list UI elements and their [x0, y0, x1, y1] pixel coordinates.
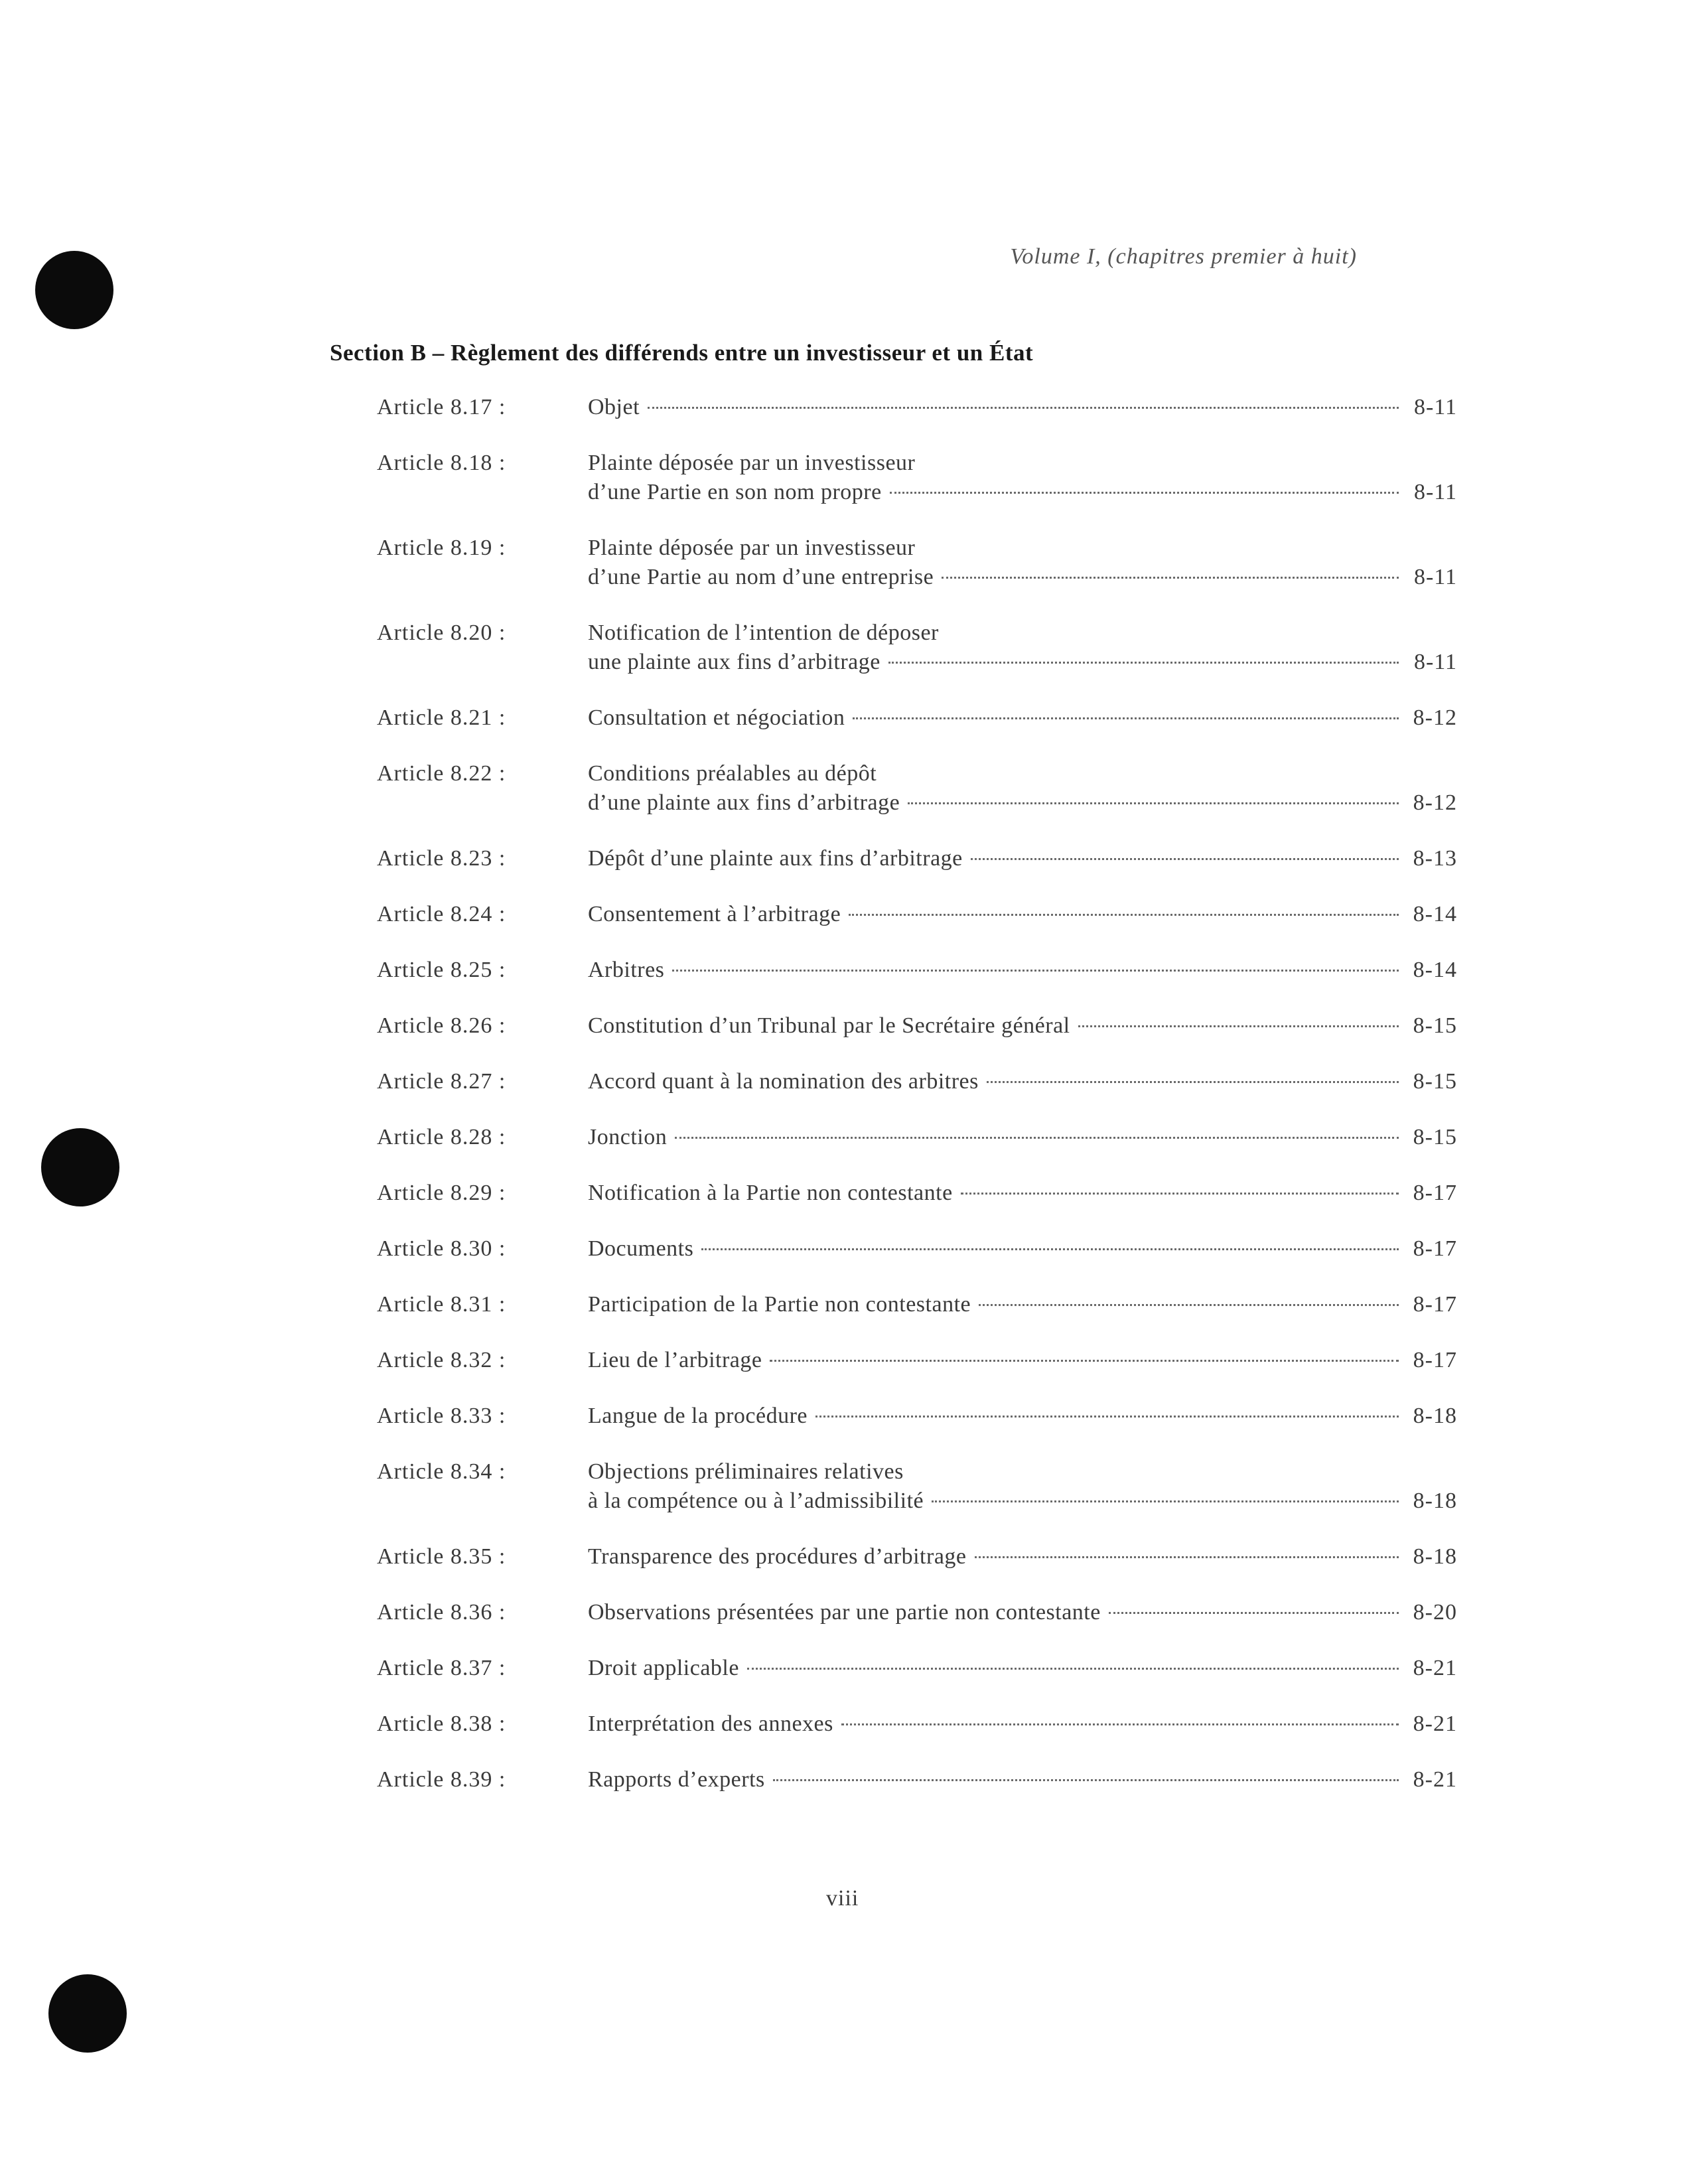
article-title-last-line: [588, 563, 1457, 592]
section-title: Section B – Règlement des différends entre un investisseur et un État: [330, 340, 1034, 366]
article-title-text: d’une plainte aux fins d’arbitrage: [588, 790, 900, 815]
article-number: Article 8.24 :: [377, 902, 506, 926]
article-title-block: [588, 1346, 1457, 1375]
dot-leader: [672, 970, 1399, 972]
article-title-block: [588, 619, 1457, 677]
punch-hole-middle: [41, 1128, 119, 1206]
page-reference: 8-17: [1413, 1348, 1457, 1372]
article-title-block: [588, 1123, 1457, 1152]
toc-entry[interactable]: [377, 759, 1457, 818]
article-title-block: [588, 759, 1457, 818]
article-title-block: [588, 1542, 1457, 1571]
article-title-last-line: [588, 788, 1457, 818]
toc-entry[interactable]: [377, 1457, 1457, 1516]
article-number: Article 8.20 :: [377, 620, 506, 645]
page-reference: 8-12: [1413, 705, 1457, 730]
article-title-block: [588, 1179, 1457, 1208]
article-title-last-line: [588, 956, 1457, 985]
article-title-line1: Plainte déposée par un investisseur: [588, 451, 916, 475]
article-title-block: [588, 1067, 1457, 1096]
article-title-last-line: [588, 1179, 1457, 1208]
dot-leader: [849, 914, 1399, 916]
page-reference: 8-11: [1413, 565, 1457, 589]
article-number: Article 8.25 :: [377, 958, 506, 982]
toc-entry[interactable]: [377, 1598, 1457, 1627]
article-title-line1: Objections préliminaires relatives: [588, 1459, 904, 1484]
article-title-text: Transparence des procédures d’arbitrage: [588, 1544, 967, 1569]
toc-entry[interactable]: [377, 449, 1457, 507]
article-title-text: Jonction: [588, 1125, 668, 1149]
article-title-text: d’une Partie au nom d’une entreprise: [588, 565, 934, 589]
article-title-text: à la compétence ou à l’admissibilité: [588, 1489, 924, 1513]
page-reference: 8-21: [1413, 1711, 1457, 1736]
article-title-text: Objet: [588, 395, 640, 419]
article-number: Article 8.32 :: [377, 1348, 506, 1372]
toc-entry[interactable]: [377, 1011, 1457, 1041]
toc-entry[interactable]: [377, 1402, 1457, 1431]
page-reference: 8-17: [1413, 1181, 1457, 1205]
article-title-last-line: [588, 1487, 1457, 1516]
article-number: Article 8.38 :: [377, 1711, 506, 1736]
page-reference: 8-21: [1413, 1767, 1457, 1792]
toc-entry[interactable]: [377, 703, 1457, 733]
page-reference: 8-12: [1413, 790, 1457, 815]
toc-entry[interactable]: [377, 1765, 1457, 1794]
toc-entry[interactable]: [377, 1123, 1457, 1152]
dot-leader: [961, 1193, 1399, 1195]
article-title-last-line: [588, 1346, 1457, 1375]
article-number: Article 8.31 :: [377, 1292, 506, 1317]
toc-entry[interactable]: [377, 900, 1457, 929]
page-reference: 8-18: [1413, 1404, 1457, 1428]
article-title-text: d’une Partie en son nom propre: [588, 480, 882, 504]
dot-leader: [701, 1248, 1399, 1250]
toc-entry[interactable]: [377, 1710, 1457, 1739]
toc-entry[interactable]: [377, 534, 1457, 592]
punch-hole-top: [35, 251, 113, 329]
toc-entry[interactable]: [377, 1290, 1457, 1319]
dot-leader: [932, 1500, 1399, 1502]
toc-entry[interactable]: [377, 1654, 1457, 1683]
article-title-last-line: [588, 1654, 1457, 1683]
dot-leader: [675, 1137, 1399, 1139]
article-title-text: Notification à la Partie non contestante: [588, 1181, 953, 1205]
article-number: Article 8.30 :: [377, 1236, 506, 1261]
page-reference: 8-13: [1413, 846, 1457, 871]
article-title-text: Consultation et négociation: [588, 705, 845, 730]
page-reference: 8-18: [1413, 1544, 1457, 1569]
article-title-text: Consentement à l’arbitrage: [588, 902, 841, 926]
page-reference: 8-15: [1413, 1013, 1457, 1038]
article-title-block: [588, 1654, 1457, 1683]
article-title-line1: Plainte déposée par un investisseur: [588, 536, 916, 560]
article-title-last-line: [588, 478, 1457, 507]
article-title-text: Lieu de l’arbitrage: [588, 1348, 762, 1372]
dot-leader: [890, 492, 1399, 494]
dot-leader: [773, 1779, 1399, 1781]
article-number: Article 8.19 :: [377, 536, 506, 560]
page-reference: 8-15: [1413, 1069, 1457, 1094]
dot-leader: [853, 717, 1399, 719]
article-number: Article 8.34 :: [377, 1459, 506, 1484]
toc-entry[interactable]: [377, 1346, 1457, 1375]
page-reference: 8-14: [1413, 958, 1457, 982]
page-reference: 8-18: [1413, 1489, 1457, 1513]
article-title-text: Droit applicable: [588, 1656, 739, 1680]
article-title-text: une plainte aux fins d’arbitrage: [588, 650, 881, 674]
article-title-text: Participation de la Partie non contestante: [588, 1292, 971, 1317]
toc-entry[interactable]: [377, 1234, 1457, 1264]
article-title-last-line: [588, 1011, 1457, 1041]
article-title-last-line: [588, 1402, 1457, 1431]
dot-leader: [987, 1081, 1399, 1083]
dot-leader: [942, 577, 1399, 579]
article-title-block: [588, 1710, 1457, 1739]
article-number: Article 8.39 :: [377, 1767, 506, 1792]
dot-leader: [888, 662, 1399, 664]
article-title-block: [588, 1765, 1457, 1794]
article-title-block: [588, 449, 1457, 507]
article-title-last-line: [588, 1710, 1457, 1739]
dot-leader: [979, 1304, 1399, 1306]
article-title-line1: Conditions préalables au dépôt: [588, 761, 877, 786]
article-number: Article 8.21 :: [377, 705, 506, 730]
article-number: Article 8.28 :: [377, 1125, 506, 1149]
dot-leader: [1078, 1025, 1399, 1027]
page-reference: 8-11: [1413, 480, 1457, 504]
page-reference: 8-20: [1413, 1600, 1457, 1625]
dot-leader: [1109, 1612, 1399, 1614]
article-title-last-line: [588, 703, 1457, 733]
page-reference: 8-17: [1413, 1292, 1457, 1317]
article-title-block: [588, 1402, 1457, 1431]
page-reference: 8-11: [1413, 395, 1457, 419]
article-number: Article 8.33 :: [377, 1404, 506, 1428]
running-head: Volume I, (chapitres premier à huit): [1010, 244, 1357, 269]
page-reference: 8-14: [1413, 902, 1457, 926]
toc-entry[interactable]: [377, 1542, 1457, 1571]
page-number: viii: [826, 1886, 859, 1911]
toc-entry[interactable]: [377, 619, 1457, 677]
article-title-text: Documents: [588, 1236, 694, 1261]
dot-leader: [971, 858, 1399, 860]
toc-entry[interactable]: [377, 844, 1457, 873]
article-title-text: Rapports d’experts: [588, 1767, 765, 1792]
article-title-text: Dépôt d’une plainte aux fins d’arbitrage: [588, 846, 963, 871]
article-title-text: Langue de la procédure: [588, 1404, 808, 1428]
article-title-last-line: [588, 1542, 1457, 1571]
article-title-block: [588, 703, 1457, 733]
page-reference: 8-11: [1413, 650, 1457, 674]
article-title-last-line: [588, 1123, 1457, 1152]
article-title-last-line: [588, 1067, 1457, 1096]
dot-leader: [908, 802, 1399, 804]
dot-leader: [841, 1723, 1399, 1725]
article-title-text: Interprétation des annexes: [588, 1711, 833, 1736]
page-reference: 8-21: [1413, 1656, 1457, 1680]
article-title-last-line: [588, 1234, 1457, 1264]
article-title-text: Observations présentées par une partie non contestante: [588, 1600, 1101, 1625]
article-title-last-line: [588, 1765, 1457, 1794]
article-title-last-line: [588, 648, 1457, 677]
article-number: Article 8.18 :: [377, 451, 506, 475]
dot-leader: [815, 1416, 1399, 1418]
article-number: Article 8.29 :: [377, 1181, 506, 1205]
article-number: Article 8.22 :: [377, 761, 506, 786]
article-title-text: Arbitres: [588, 958, 665, 982]
article-title-block: [588, 534, 1457, 592]
article-title-block: [588, 1598, 1457, 1627]
article-number: Article 8.37 :: [377, 1656, 506, 1680]
article-title-block: [588, 1290, 1457, 1319]
article-title-last-line: [588, 844, 1457, 873]
dot-leader: [975, 1556, 1399, 1558]
article-title-block: [588, 956, 1457, 985]
article-title-text: Constitution d’un Tribunal par le Secrétaire général: [588, 1013, 1070, 1038]
article-number: Article 8.26 :: [377, 1013, 506, 1038]
page-reference: 8-15: [1413, 1125, 1457, 1149]
toc-entry[interactable]: [377, 1179, 1457, 1208]
table-of-contents: [377, 393, 1457, 1821]
article-number: Article 8.35 :: [377, 1544, 506, 1569]
article-title-block: [588, 393, 1457, 422]
article-title-line1: Notification de l’intention de déposer: [588, 620, 939, 645]
toc-entry[interactable]: [377, 956, 1457, 985]
article-title-last-line: [588, 900, 1457, 929]
dot-leader: [648, 407, 1399, 409]
toc-entry[interactable]: [377, 1067, 1457, 1096]
article-title-block: [588, 1011, 1457, 1041]
article-title-last-line: [588, 1290, 1457, 1319]
article-number: Article 8.17 :: [377, 395, 506, 419]
page-reference: 8-17: [1413, 1236, 1457, 1261]
article-title-block: [588, 1457, 1457, 1516]
article-title-last-line: [588, 1598, 1457, 1627]
punch-hole-bottom: [48, 1974, 127, 2053]
article-title-text: Accord quant à la nomination des arbitres: [588, 1069, 979, 1094]
article-title-block: [588, 900, 1457, 929]
dot-leader: [747, 1668, 1399, 1670]
article-number: Article 8.36 :: [377, 1600, 506, 1625]
dot-leader: [770, 1360, 1399, 1362]
article-number: Article 8.23 :: [377, 846, 506, 871]
toc-entry[interactable]: [377, 393, 1457, 422]
article-title-block: [588, 844, 1457, 873]
article-title-block: [588, 1234, 1457, 1264]
article-title-last-line: [588, 393, 1457, 422]
article-number: Article 8.27 :: [377, 1069, 506, 1094]
